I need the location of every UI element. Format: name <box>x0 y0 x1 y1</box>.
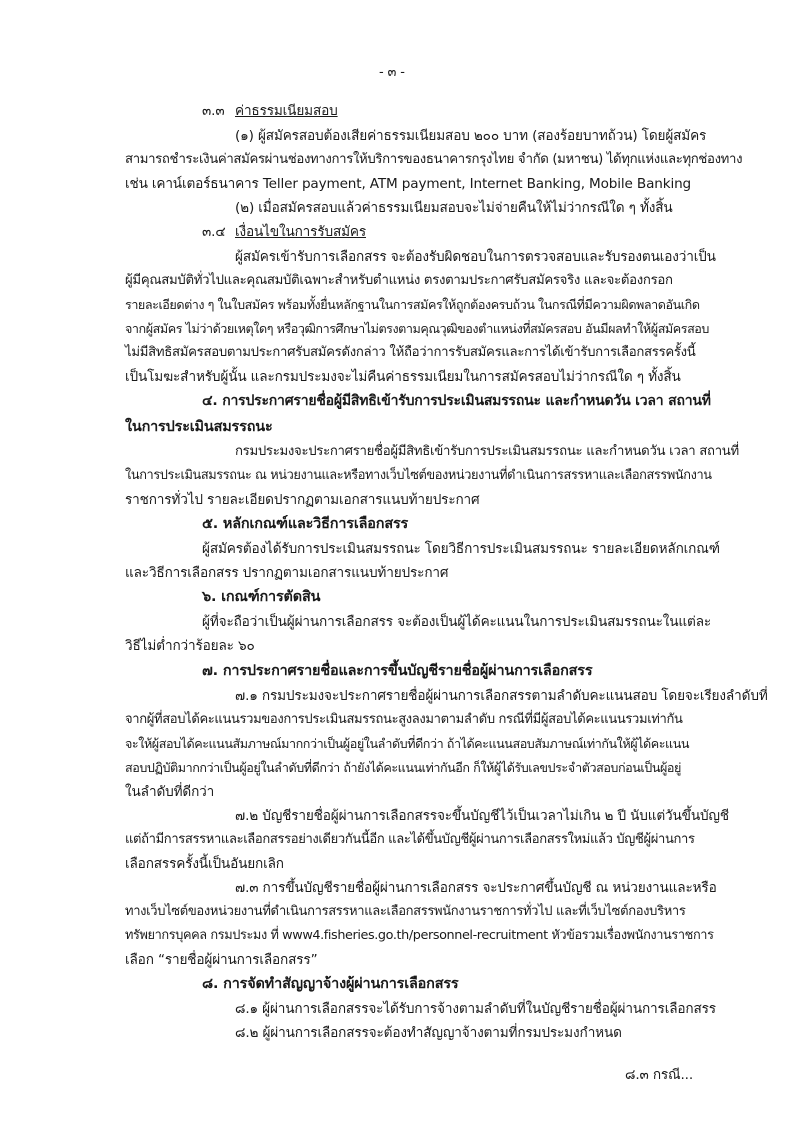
section-7-1-line: ๗.๑ กรมประมงจะประกาศรายชื่อผู้ผ่านการเลือกสรรตามลำดับคะแนนสอบ โดยจะเรียงลำดับที่ <box>235 688 768 704</box>
section-7-heading: ๗. การประกาศรายชื่อและการขึ้นบัญชีรายชื่อผู้ผ่านการเลือกสรร <box>202 663 593 679</box>
section-7-2-line: แต่ถ้ามีการสรรหาและเลือกสรรอย่างเดียวกันนี้อีก และได้ขึ้นบัญชีผู้ผ่านการเลือกสรรใหม่แล้ว บัญชีผู้ผ่านการ <box>125 832 695 847</box>
section-8-heading: ๘. การจัดทำสัญญาจ้างผู้ผ่านการเลือกสรร <box>202 976 459 992</box>
section-3-4-number: ๓.๔ <box>202 224 226 240</box>
section-7-3-line: ทางเว็บไซต์ของหน่วยงานที่ดำเนินการสรรหาและเลือกสรรพนักงานราชการทั่วไป และที่เว็บไซต์กองบริหาร <box>125 904 686 919</box>
section-3-4-line: รายละเอียดต่าง ๆ ในใบสมัคร พร้อมทั้งยื่นหลักฐานในการสมัครให้ถูกต้องครบถ้วน ในกรณีที่มีความผิดพลาดอันเกิด <box>125 297 700 312</box>
section-3-3-line: เช่น เคาน์เตอร์ธนาคาร Teller payment, ATM payment, Internet Banking, Mobile Banking <box>125 176 692 192</box>
section-4-heading: ๔. การประกาศรายชื่อผู้มีสิทธิเข้ารับการประเมินสมรรถนะ และกำหนดวัน เวลา สถานที่ <box>202 393 711 409</box>
section-7-3-line: ๗.๓ การขึ้นบัญชีรายชื่อผู้ผ่านการเลือกสรร จะประกาศขึ้นบัญชี ณ หน่วยงานและหรือ <box>235 880 717 896</box>
section-7-1-line: จากผู้ที่สอบได้คะแนนรวมของการประเมินสมรรถนะสูงลงมาตามลำดับ กรณีที่มีผู้สอบได้คะแนนรวมเท่ากัน <box>125 712 683 727</box>
section-3-4-line: ไม่มีสิทธิสมัครสอบตามประกาศรับสมัครดังกล่าว ให้ถือว่าการรับสมัครและการได้เข้ารับการเลือกสรรครั้งนี้ <box>125 345 696 360</box>
section-3-3-line: สามารถชำระเงินค่าสมัครผ่านช่องทางการให้บริการของธนาคารกรุงไทย จำกัด (มหาชน) ได้ทุกแห่งและทุกช่องทาง <box>125 152 743 167</box>
section-3-3-number: ๓.๓ <box>202 103 225 119</box>
section-7-1-line: จะให้ผู้สอบได้คะแนนสัมภาษณ์มากกว่าเป็นผู้อยู่ในลำดับที่ดีกว่า ถ้าได้คะแนนสอบสัมภาษณ์เท่ากันให้ผู้ได้คะแนน <box>125 736 690 751</box>
section-3-4-line: เป็นโมฆะสำหรับผู้นั้น และกรมประมงจะไม่คืนค่าธรรมเนียมในการสมัครสอบไม่ว่ากรณีใด ๆ ทั้งสิ้น <box>125 369 681 385</box>
section-5-line: ผู้สมัครต้องได้รับการประเมินสมรรถนะ โดยวิธีการประเมินสมรรถนะ รายละเอียดหลักเกณฑ์ <box>202 541 720 557</box>
section-6-heading: ๖. เกณฑ์การตัดสิน <box>202 589 321 605</box>
section-8-line: ๘.๒ ผู้ผ่านการเลือกสรรจะต้องทำสัญญาจ้างตามที่กรมประมงกำหนด <box>235 1025 622 1041</box>
section-3-4-line: จากผู้สมัคร ไม่ว่าด้วยเหตุใดๆ หรือวุฒิการศึกษาไม่ตรงตามคุณวุฒิของตำแหน่งที่สมัครสอบ อันมีผลทำให้ผู้สมัครสอบ <box>125 321 709 336</box>
section-7-3-line: เลือก “รายชื่อผู้ผ่านการเลือกสรร” <box>125 952 318 968</box>
section-3-4-heading: เงื่อนไขในการรับสมัคร <box>235 224 366 240</box>
section-3-3-line: (๑) ผู้สมัครสอบต้องเสียค่าธรรมเนียมสอบ ๒๐๐ บาท (สองร้อยบาทถ้วน) โดยผู้สมัคร <box>235 128 707 144</box>
section-4-line: ราชการทั่วไป รายละเอียดปรากฏตามเอกสารแนบท้ายประกาศ <box>125 492 480 508</box>
section-4-line: กรมประมงจะประกาศรายชื่อผู้มีสิทธิเข้ารับการประเมินสมรรถนะ และกำหนดวัน เวลา สถานที่ <box>235 444 739 459</box>
continuation-marker: ๘.๓ กรณี... <box>625 1067 694 1083</box>
section-6-line: ผู้ที่จะถือว่าเป็นผู้ผ่านการเลือกสรร จะต้องเป็นผู้ได้คะแนนในการประเมินสมรรถนะในแต่ละ <box>202 614 712 630</box>
section-5-line: และวิธีการเลือกสรร ปรากฏตามเอกสารแนบท้ายประกาศ <box>125 565 449 581</box>
section-3-3-line: (๒) เมื่อสมัครสอบแล้วค่าธรรมเนียมสอบจะไม่จ่ายคืนให้ไม่ว่ากรณีใด ๆ ทั้งสิ้น <box>235 200 673 216</box>
section-4-line: ในการประเมินสมรรถนะ ณ หน่วยงานและหรือทางเว็บไซต์ของหน่วยงานที่ดำเนินการสรรหาและเลือกสรรพนักงาน <box>125 468 712 483</box>
section-7-2-line: ๗.๒ บัญชีรายชื่อผู้ผ่านการเลือกสรรจะขึ้นบัญชีไว้เป็นเวลาไม่เกิน ๒ ปี นับแต่วันขึ้นบัญชี <box>235 808 729 824</box>
section-7-1-line: ในลำดับที่ดีกว่า <box>125 784 215 800</box>
section-3-4-line: ผู้สมัครเข้ารับการเลือกสรร จะต้องรับผิดชอบในการตรวจสอบและรับรองตนเองว่าเป็น <box>235 249 716 265</box>
section-4-heading-continued: ในการประเมินสมรรถนะ <box>125 419 273 435</box>
section-8-line: ๘.๑ ผู้ผ่านการเลือกสรรจะได้รับการจ้างตามลำดับที่ในบัญชีรายชื่อผู้ผ่านการเลือกสรร <box>235 1001 716 1017</box>
section-7-3-line: ทรัพยากรบุคคล กรมประมง ที่ www4.fisheries.go.th/personnel-recruitment หัวข้อรวมเรื่องพนักงานราชการ <box>125 928 714 943</box>
page-number: - ๓ - <box>379 65 405 80</box>
section-7-1-line: สอบปฏิบัติมากกว่าเป็นผู้อยู่ในลำดับที่ดีกว่า ถ้ายังได้คะแนนเท่ากันอีก ก็ให้ผู้ได้รับเลขประจำตัวสอบก่อนเป็นผู้อยู่ <box>125 760 681 775</box>
section-7-2-line: เลือกสรรครั้งนี้เป็นอันยกเลิก <box>125 856 284 872</box>
section-3-4-line: ผู้มีคุณสมบัติทั่วไปและคุณสมบัติเฉพาะสำหรับตำแหน่ง ตรงตามประกาศรับสมัครจริง และจะต้องกรอก <box>125 273 673 288</box>
section-5-heading: ๕. หลักเกณฑ์และวิธีการเลือกสรร <box>202 516 409 532</box>
section-3-3-heading: ค่าธรรมเนียมสอบ <box>235 103 338 119</box>
section-6-line: วิธีไม่ต่ำกว่าร้อยละ ๖๐ <box>125 638 255 654</box>
